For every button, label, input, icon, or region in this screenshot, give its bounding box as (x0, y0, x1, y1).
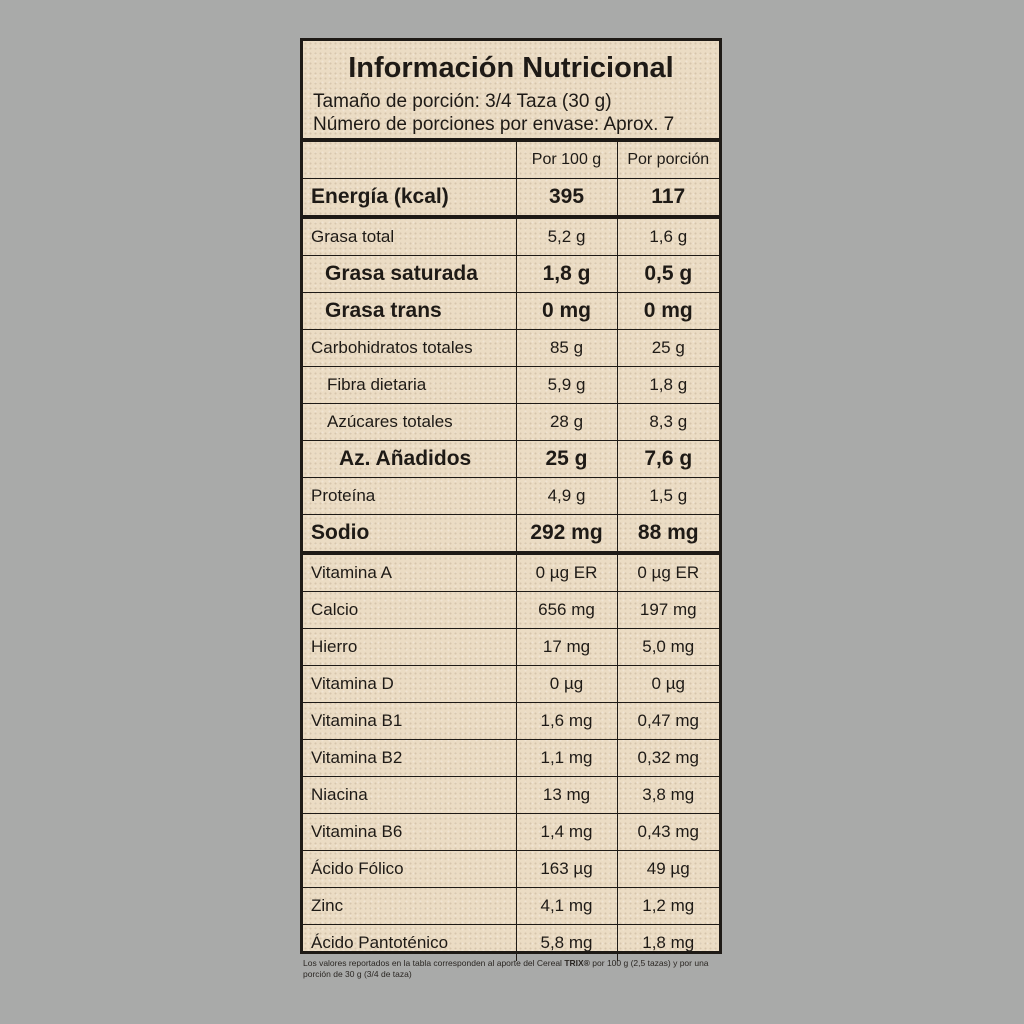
table-row (303, 441, 719, 478)
footnote (303, 958, 723, 980)
value-per100: 1,4 mg (516, 814, 617, 851)
table-row (303, 256, 719, 293)
table-row (303, 404, 719, 441)
value-per100: 4,9 g (516, 478, 617, 515)
nutrient-name: Vitamina B2 (303, 740, 516, 777)
value-perserving: 0 mg (617, 293, 719, 330)
column-header-perserving: Por porción (617, 142, 719, 179)
nutrient-name: Hierro (303, 629, 516, 666)
value-perserving: 1,5 g (617, 478, 719, 515)
footnote-text-1: Los valores reportados en la tabla corresponden al aporte del Cereal (303, 958, 565, 968)
value-per100: 1,8 g (516, 256, 617, 293)
nutrient-name: Ácido Fólico (303, 851, 516, 888)
value-per100: 5,9 g (516, 367, 617, 404)
table-row (303, 515, 719, 554)
nutrient-name: Fibra dietaria (303, 367, 516, 404)
value-perserving: 117 (617, 179, 719, 218)
table-row (303, 629, 719, 666)
table-row (303, 478, 719, 515)
value-perserving: 0 µg (617, 666, 719, 703)
value-perserving: 8,3 g (617, 404, 719, 441)
table-row (303, 888, 719, 925)
value-perserving: 88 mg (617, 515, 719, 554)
value-per100: 163 µg (516, 851, 617, 888)
value-perserving: 0,5 g (617, 256, 719, 293)
nutrient-name: Vitamina D (303, 666, 516, 703)
nutrient-name: Az. Añadidos (303, 441, 516, 478)
label-title: Información Nutricional (348, 52, 674, 84)
value-perserving: 0,32 mg (617, 740, 719, 777)
value-per100: 0 µg (516, 666, 617, 703)
nutrient-name: Calcio (303, 592, 516, 629)
table-row (303, 740, 719, 777)
nutrient-name: Vitamina B1 (303, 703, 516, 740)
value-per100: 5,2 g (516, 217, 617, 256)
value-perserving: 1,8 g (617, 367, 719, 404)
table-row (303, 777, 719, 814)
nutrition-label (300, 38, 722, 954)
value-perserving: 197 mg (617, 592, 719, 629)
nutrient-name: Grasa trans (303, 293, 516, 330)
value-perserving: 3,8 mg (617, 777, 719, 814)
table-row (303, 330, 719, 367)
value-per100: 13 mg (516, 777, 617, 814)
table-row (303, 553, 719, 592)
table-row (303, 666, 719, 703)
column-header-per100: Por 100 g (516, 142, 617, 179)
energy-row (303, 179, 719, 218)
table-row (303, 367, 719, 404)
table-row (303, 814, 719, 851)
value-perserving: 0,43 mg (617, 814, 719, 851)
nutrient-name: Ácido Pantoténico (303, 925, 516, 962)
value-perserving: 7,6 g (617, 441, 719, 478)
serving-size: Tamaño de porción: 3/4 Taza (30 g) (313, 91, 612, 112)
table-row (303, 851, 719, 888)
value-perserving: 1,6 g (617, 217, 719, 256)
nutrition-table (303, 142, 719, 961)
value-per100: 292 mg (516, 515, 617, 554)
nutrient-name: Energía (kcal) (303, 179, 516, 218)
value-per100: 85 g (516, 330, 617, 367)
value-per100: 17 mg (516, 629, 617, 666)
table-row (303, 925, 719, 962)
nutrient-name: Vitamina A (303, 553, 516, 592)
table-row (303, 293, 719, 330)
value-per100: 25 g (516, 441, 617, 478)
value-per100: 1,6 mg (516, 703, 617, 740)
value-per100: 5,8 mg (516, 925, 617, 962)
value-perserving: 1,8 mg (617, 925, 719, 962)
nutrient-name: Grasa total (303, 217, 516, 256)
value-perserving: 5,0 mg (617, 629, 719, 666)
footnote-brand: TRIX® (564, 958, 590, 968)
nutrient-name: Zinc (303, 888, 516, 925)
value-per100: 395 (516, 179, 617, 218)
value-per100: 1,1 mg (516, 740, 617, 777)
nutrient-name: Sodio (303, 515, 516, 554)
value-per100: 0 µg ER (516, 553, 617, 592)
nutrient-name: Carbohidratos totales (303, 330, 516, 367)
value-per100: 28 g (516, 404, 617, 441)
servings-per-container: Número de porciones por envase: Aprox. 7 (313, 114, 675, 135)
value-per100: 656 mg (516, 592, 617, 629)
table-row (303, 703, 719, 740)
table-header-row (303, 142, 719, 179)
value-per100: 0 mg (516, 293, 617, 330)
value-perserving: 0,47 mg (617, 703, 719, 740)
table-row (303, 592, 719, 629)
nutrient-name: Azúcares totales (303, 404, 516, 441)
value-perserving: 0 µg ER (617, 553, 719, 592)
serving-info (313, 90, 713, 136)
value-perserving: 1,2 mg (617, 888, 719, 925)
value-perserving: 25 g (617, 330, 719, 367)
value-per100: 4,1 mg (516, 888, 617, 925)
nutrient-name: Niacina (303, 777, 516, 814)
table-row (303, 217, 719, 256)
footnote-text-2: por 100 g (2,5 tazas) y por una porción de 30 g (3/4 de taza) (303, 958, 709, 979)
nutrient-name: Vitamina B6 (303, 814, 516, 851)
value-perserving: 49 µg (617, 851, 719, 888)
nutrient-name: Grasa saturada (303, 256, 516, 293)
nutrient-name: Proteína (303, 478, 516, 515)
